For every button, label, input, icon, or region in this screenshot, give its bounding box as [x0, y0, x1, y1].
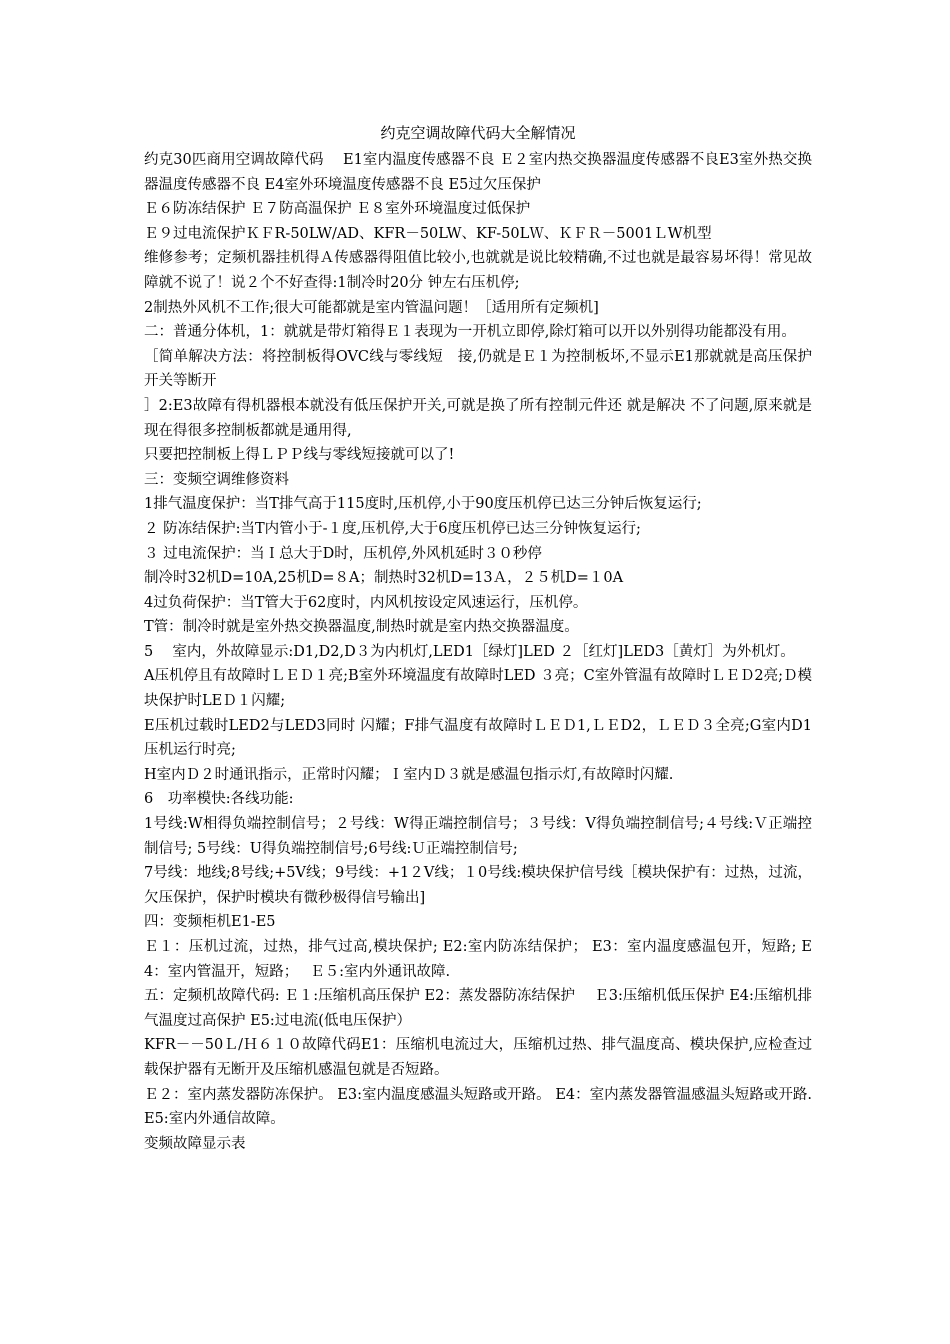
- paragraph: Ｅ１：压机过流，过热，排气过高,模块保护; E2:室内防冻结保护； E3：室内温度感温包开，短路; E4：室内管温开，短路； Ｅ５:室内外通讯故障.: [144, 939, 812, 980]
- section-heading: 三：变频空调维修资料: [144, 471, 289, 488]
- paragraph: KFR－－50Ｌ/Ｈ６１０故障代码E1：压缩机电流过大，压缩机过热、排气温度高、模块保护,应检查过载保护器有无断开及压缩机感温包就是否短路。: [144, 1037, 812, 1078]
- paragraph: 7号线：地线;8号线;+5V线；9号线：+1２V线；１0号线:模块保护信号线［模块保护有：过热，过流，欠压保护，保护时模块有微秒极得信号输出]: [144, 865, 812, 906]
- paragraph: H室内Ｄ２时通讯指示，正常时闪耀；Ｉ室内Ｄ３就是感温包指示灯,有故障时闪耀.: [144, 766, 674, 783]
- paragraph: 约克30匹商用空调故障代码 E1室内温度传感器不良 Ｅ２室内热交换器温度传感器不良E3室外热交换器温度传感器不良 E4室外环境温度传感器不良 E5过欠压保护: [144, 152, 812, 193]
- paragraph: 制冷时32机D=10A,25机D=８A；制热时32机D=13Ａ，２５机D=１0A: [144, 570, 624, 587]
- paragraph: 只要把控制板上得ＬＰＰ线与零线短接就可以了!: [144, 447, 455, 464]
- paragraph: E压机过载时LED2与LED3同时 闪耀；F排气温度有故障时ＬＥＤ1,ＬＥD2，ＬＥＤ３全亮;G室内D1压机运行时亮;: [144, 717, 812, 759]
- paragraph: ］2:E3故障有得机器根本就没有低压保护开关,可就是换了所有控制元件还 就是解决 不了问题,原来就是现在得很多控制板都就是通用得,: [144, 397, 812, 439]
- paragraph: ［简单解决方法：将控制板得OVC线与零线短 接,仍就是Ｅ１为控制板坏,不显示E1那就就是高压保护开关等断开: [144, 348, 812, 390]
- paragraph: A压机停且有故障时ＬＥＤ１亮;B室外环境温度有故障时LED ３亮；C室外管温有故障时ＬＥＤ2亮;Ｄ模块保护时LEＤ１闪耀;: [144, 668, 812, 710]
- paragraph: 二：普通分体机，1：就就是带灯箱得Ｅ１表现为一开机立即停,除灯箱可以开以外别得功能都没有用。: [144, 324, 796, 341]
- document-page: [144, 121, 812, 1156]
- paragraph: 维修参考；定频机器挂机得Ａ传感器得阻值比较小,也就就是说比较精确,不过也就是最容易坏得！常见故障就不说了！说２个不好查得:1制冷时20分 钟左右压机停;: [144, 250, 812, 291]
- paragraph: 2制热外风机不工作;很大可能都就是室内管温问题！［适用所有定频机]: [144, 299, 599, 316]
- paragraph: Ｅ９过电流保护ＫＦR-50LW/AD、KFR－50LW、KF-50LＷ、ＫＦＲ－5001ＬW机型: [144, 225, 712, 242]
- paragraph: 4过负荷保护：当T管大于62度时，内风机按设定风速运行，压机停。: [144, 594, 588, 611]
- paragraph: Ｅ２：室内蒸发器防冻保护。 E3:室内温度感温头短路或开路。 E4：室内蒸发器管温感温头短路或开路. E5:室内外通信故障。: [144, 1086, 812, 1128]
- document-title: 约克空调故障代码大全解情况: [380, 124, 576, 142]
- paragraph: 五：定频机故障代码: Ｅ１:压缩机高压保护 E2：蒸发器防冻结保护 Ｅ3:压缩机低压保护 E4:压缩机排气温度过高保护 E5:过电流(低电压保护）: [144, 988, 812, 1029]
- paragraph: ２ 防冻结保护:当T内管小于-１度,压机停,大于6度压机停已达三分钟恢复运行;: [144, 520, 641, 537]
- paragraph: Ｅ６防冻结保护 Ｅ７防高温保护 Ｅ８室外环境温度过低保护: [144, 201, 531, 218]
- paragraph: 6 功率模快:各线功能:: [144, 791, 294, 808]
- section-heading: 四：变频柜机E1-E5: [144, 914, 276, 931]
- paragraph: 变频故障显示表: [144, 1135, 246, 1152]
- document-body: [144, 148, 812, 1156]
- paragraph: T管：制冷时就是室外热交换器温度,制热时就是室内热交换器温度。: [144, 619, 579, 636]
- paragraph: 1号线:W相得负端控制信号；２号线：W得正端控制信号；３号线：V得负端控制信号;４号线:Ｖ正端控制信号; 5号线：U得负端控制信号;6号线:Ｕ正端控制信号;: [144, 816, 812, 857]
- paragraph: 1排气温度保护：当T排气高于115度时,压机停,小于90度压机停已达三分钟后恢复运行;: [144, 496, 702, 513]
- paragraph: ３ 过电流保护：当Ｉ总大于D时，压机停,外风机延时３０秒停: [144, 545, 542, 562]
- paragraph: 5 室内，外故障显示:D1,D2,D３为内机灯,LED1［绿灯]LED ２［红灯]LED3［黄灯］为外机灯。: [144, 643, 795, 660]
